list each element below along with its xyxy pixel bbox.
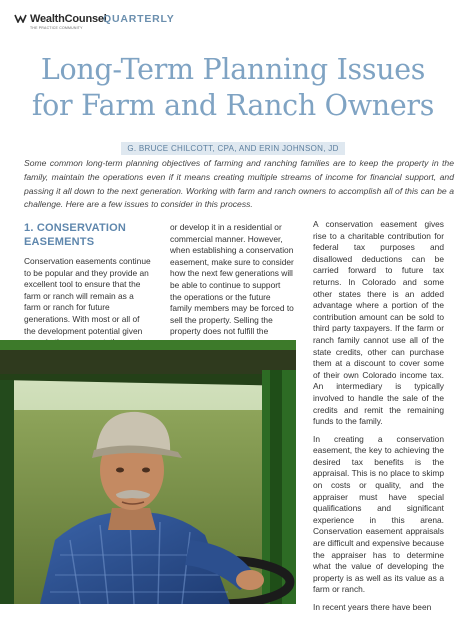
- article-title-line-2: for Farm and Ranch Owners: [31, 89, 435, 122]
- wealthcounsel-logo-icon: [14, 13, 27, 23]
- section-heading: 1. CONSERVATION EASEMENTS: [24, 222, 127, 248]
- brand-name: WealthCounsel: [30, 13, 107, 25]
- article-title-line-1: Long-Term Planning Issues: [40, 53, 426, 86]
- body-paragraph: or develop it in a residential or commercial manner. However, when establishing a conservation easement, make sure to consider how the next few generations will be able to continue to support the operations or the future family members may be forced to sell the property. Selling the property does not fulfill the: [170, 222, 294, 337]
- body-paragraph: In recent years there have been: [313, 602, 432, 612]
- brand-tagline: THE PRACTICE COMMUNITY: [30, 26, 83, 30]
- byline: G. BRUCE CHILCOTT, CPA, AND ERIN JOHNSON, JD: [0, 138, 466, 156]
- column-3: [313, 219, 444, 620]
- body-paragraph: In creating a conservation easement, the key to achieving the desired tax benefits is the appraisal. This is no place to skimp on costs or quality, and the appraiser must have special qualifications and significant experience in this arena. Conservation easement appraisals are difficult and expensive because the appraiser has to determine what the value of developing the property is as well as its value as a farm or ranch.: [313, 433, 444, 595]
- section-label: QUARTERLY: [103, 13, 175, 25]
- farmer-photo: [0, 340, 296, 604]
- intro-paragraph: Some common long-term planning objectives of farming and ranching families are to keep the property in the family, maintain the operations even if it means creating multiple streams of income for financial support, and passing it all down to the next generation. Working with farm and ranch owners to accomplish all of this can be a challenge. Here are a few issues to consider in this process.: [24, 158, 454, 210]
- body-paragraph: A conservation easement gives rise to a charitable contribution for federal tax purposes and disallowed deductions can be carried forward to future tax returns. In Colorado and some other states there is an added advantage where a portion of the contribution amount can be sold to third party taxpayers. If the farm or ranch family cannot use all of the state credits, other can purchase them at a discount to cover some of their own Colorado income tax. An intermediary is typically involved to handle the sale of the credits and remit the remaining funds to the family.: [313, 219, 444, 427]
- body-paragraph: Conservation easements continue to be popular and they provide an excellent tool to ensure that the farm or ranch will remain as a farm or ranch for future generations. With most or all of the development potential given: [24, 256, 151, 336]
